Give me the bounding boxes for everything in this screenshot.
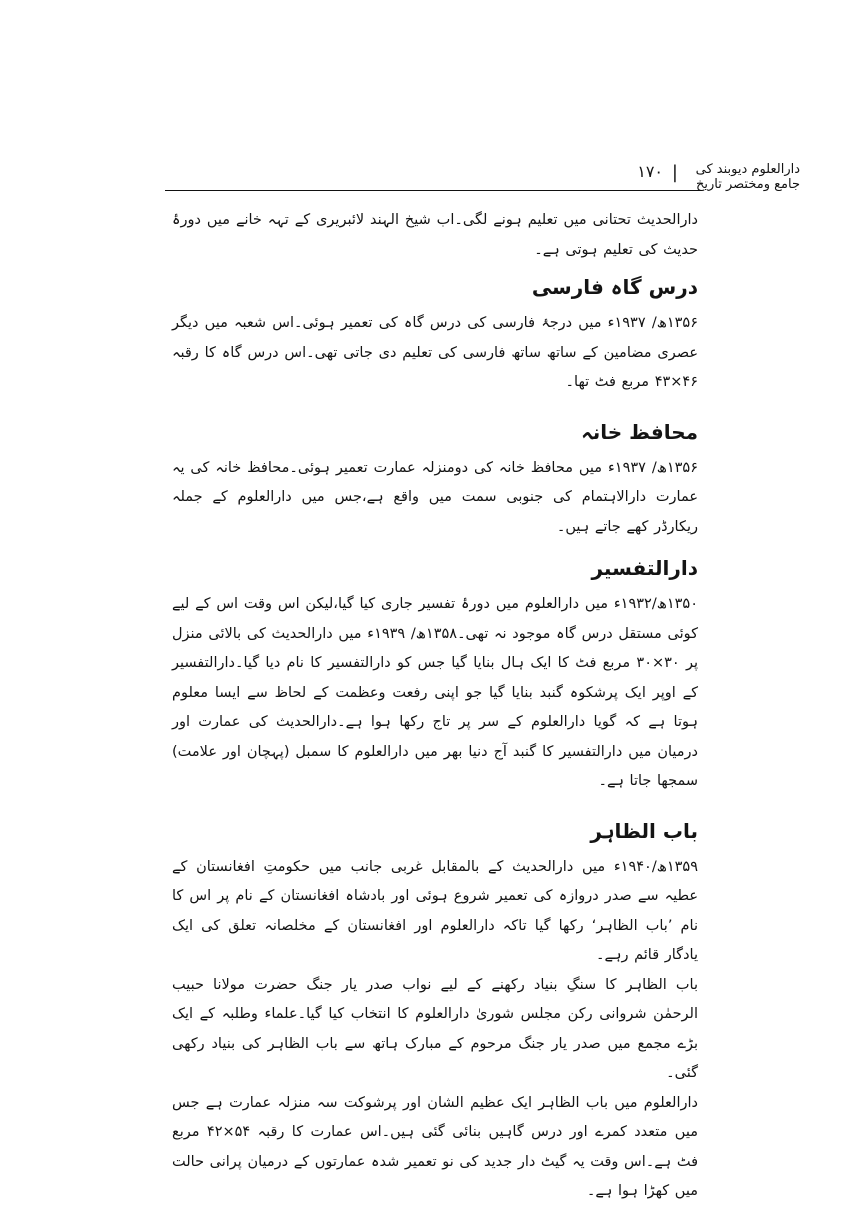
page-number: ۱۷۰ <box>637 162 663 181</box>
page-body <box>172 206 698 1207</box>
paragraph-bab-uz-zahir-1: ۱۳۵۹ھ/۱۹۴۰ء میں دارالحدیث کے بالمقابل غربی جانب میں حکومتِ افغانستان کے عطیہ سے صدر دروازہ کی تعمیر شروع ہوئی اور بادشاہ افغانستان کے نام پر اس کا نام ’باب الظاہر‘ رکھا گیا تاکہ دارالعلوم اور افغانستان کے مخلصانہ تعلق کی ایک یادگار قائم رہے۔ <box>172 858 698 963</box>
paragraph-dar-ut-tafseer: ۱۳۵۰ھ/۱۹۳۲ء میں دارالعلوم میں دورۂ تفسیر جاری کیا گیا،لیکن اس وقت اس کے لیے کوئی مستقل درس گاہ موجود نہ تھی۔۱۳۵۸ھ/ ۱۹۳۹ء میں دارالحدیث کی بالائی منزل پر ۳۰×۳۰ مربع فٹ کا ایک ہال بنایا گیا جس کو دارالتفسیر کا نام دیا گیا۔دارالتفسیر کے اوپر ایک پرشکوہ گنبد بنایا گیا جو اپنی رفعت وعظمت کے لحاظ سے ایسا معلوم ہوتا ہے کہ گویا دارالعلوم کے سر پر تاج رکھا ہوا ہے۔دارالحدیث کی عمارت اور درمیان میں دارالتفسیر کا گنبد آج دنیا بھر میں دارالعلوم کا سمبل (پہچان اور علامت) سمجھا جاتا ہے۔ <box>172 596 698 789</box>
intro-paragraph: دارالحدیث تحتانی میں تعلیم ہونے لگی۔اب شیخ الہند لائبریری کے تہہ خانے میں دورۂ حدیث کی تعلیم ہوتی ہے۔ <box>172 212 698 258</box>
paragraph-bab-uz-zahir-3: دارالعلوم میں باب الظاہر ایک عظیم الشان اور پرشوکت سہ منزلہ عمارت ہے جس میں متعدد کمرے اور درس گاہیں بنائی گئی ہیں۔اس عمارت کا رقبہ ۵۴×۴۲ مربع فٹ ہے۔اس وقت یہ گیٹ دار جدید کی نو تعمیر شدہ عمارتوں کے درمیان پرانی حالت میں کھڑا ہوا ہے۔ <box>172 1094 698 1199</box>
running-title: دارالعلوم دیوبند کی جامع ومختصر تاریخ <box>695 162 800 192</box>
heading-bab-uz-zahir: باب الظاہر <box>590 818 698 843</box>
paragraph-muhafiz-khana: ۱۳۵۶ھ/ ۱۹۳۷ء میں محافظ خانہ کی دومنزلہ عمارت تعمیر ہوئی۔محافظ خانہ کی یہ عمارت دارالاہتمام کی جنوبی سمت میں واقع ہے،جس میں دارالعلوم کے جملہ ریکارڈر کھے جاتے ہیں۔ <box>172 459 699 535</box>
page-header <box>0 160 868 192</box>
heading-muhafiz-khana: محافظ خانہ <box>581 419 698 444</box>
header-rule <box>165 190 702 191</box>
heading-dar-ut-tafseer: دارالتفسیر <box>591 556 698 580</box>
heading-dars-gah-farsi: درس گاہ فارسی <box>531 275 698 299</box>
paragraph-bab-uz-zahir-2: باب الظاہر کا سنگِ بنیاد رکھنے کے لیے نواب صدر یار جنگ حضرت مولانا حبیب الرحمٰن شروانی رکن مجلس شوریٰ دارالعلوم کا انتخاب کیا گیا۔علماء وطلبہ کے ایک بڑے مجمع میں صدر یار جنگ مرحوم کے مبارک ہاتھ سے باب الظاہر کی بنیاد رکھی گئی۔ <box>172 976 698 1081</box>
header-separator: | <box>671 162 678 183</box>
paragraph-farsi: ۱۳۵۶ھ/ ۱۹۳۷ء میں درجۂ فارسی کی درس گاہ کی تعمیر ہوئی۔اس شعبہ میں دیگر عصری مضامین کے ساتھ ساتھ فارسی کی تعلیم دی جاتی تھی۔اس درس گاہ کا رقبہ ۴۶×۴۳ مربع فٹ تھا۔ <box>172 315 698 390</box>
